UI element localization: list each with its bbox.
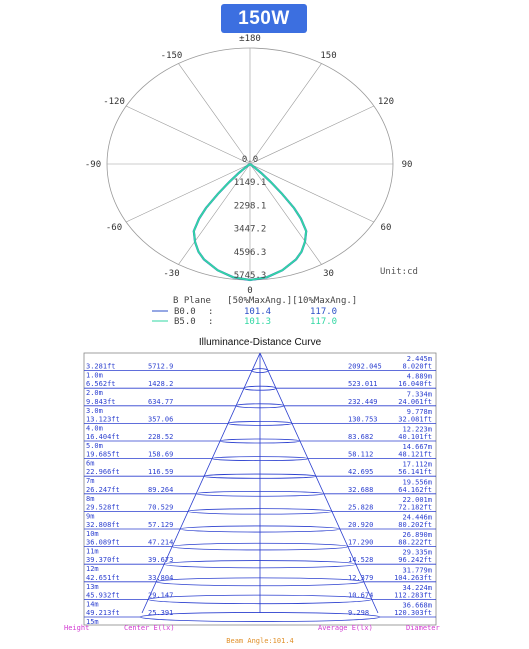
row-diameter-m: 22.001m: [402, 495, 432, 504]
row-average-lux: 25.828: [348, 503, 374, 512]
row-height-ft: 9.843ft: [86, 397, 116, 406]
row-center-lux: 89.264: [148, 485, 174, 494]
row-diameter-m: 14.667m: [402, 443, 432, 452]
row-average-lux: 32.688: [348, 485, 374, 494]
row-center-lux: 33.804: [148, 573, 174, 582]
wattage-text: 150W: [238, 7, 290, 29]
row-average-lux: 58.112: [348, 450, 374, 459]
row-height-m: 3.0m: [86, 406, 103, 415]
row-height-m: 14m: [86, 600, 99, 609]
polar-angle-label: -150: [160, 50, 183, 61]
row-diameter-ft: 64.162ft: [398, 485, 432, 494]
unit-label: Unit:cd: [380, 267, 418, 277]
row-diameter-ft: 72.182ft: [398, 503, 432, 512]
row-height-ft: 32.808ft: [86, 521, 120, 529]
row-diameter-m: 26.890m: [402, 531, 432, 540]
row-height-ft: 49.213ft: [86, 609, 120, 617]
row-average-lux: 42.695: [348, 468, 374, 477]
row-center-lux: 70.529: [148, 503, 174, 512]
row-center-lux: 29.147: [148, 591, 174, 600]
row-diameter-ft: 16.040ft: [398, 380, 432, 389]
polar-angle-label: 30: [323, 269, 334, 280]
polar-angle-label: 150: [320, 50, 337, 61]
row-height-ft: 26.247ft: [86, 485, 120, 494]
row-height-ft: 16.404ft: [86, 433, 120, 441]
row-diameter-ft: 104.263ft: [394, 573, 432, 582]
row-average-lux: 523.011: [348, 380, 378, 389]
row-height-m: 13m: [86, 582, 99, 591]
polar-radial-label: 2298.1: [233, 201, 267, 212]
legend-name: B0.0: [174, 307, 196, 317]
polar-angle-label: 0: [247, 286, 253, 296]
footer-center: Center E(lx): [124, 624, 175, 632]
row-diameter-m: 7.334m: [406, 390, 432, 399]
legend-sep: :: [208, 317, 214, 327]
polar-angle-label: -120: [103, 97, 125, 107]
legend-half-angle: 101.4: [244, 307, 272, 317]
row-center-lux: 1428.2: [148, 380, 174, 389]
legend-tenth-angle: 117.0: [310, 307, 338, 317]
row-height-ft: 13.123ft: [86, 415, 120, 424]
row-center-lux: 357.06: [148, 415, 174, 424]
row-diameter-m: 36.668m: [402, 601, 432, 610]
beam-angle-label: Beam Angle:101.4: [226, 637, 294, 645]
polar-angle-label: 90: [401, 160, 413, 170]
row-center-lux: 39.673: [148, 556, 174, 565]
legend-header: B Plane [50%MaxAng.][10%MaxAng.]: [173, 296, 358, 306]
row-diameter-m: 24.446m: [402, 513, 432, 522]
row-average-lux: 232.449: [348, 397, 378, 406]
row-center-lux: 228.52: [148, 433, 174, 441]
legend-name: B5.0: [174, 317, 196, 327]
footer-average: Average E(lx): [318, 624, 373, 632]
row-height-m: 9m: [86, 512, 95, 521]
polar-angle-label: 60: [380, 223, 392, 233]
row-height-m: 8m: [86, 494, 95, 503]
row-diameter-ft: 8.020ft: [402, 362, 432, 371]
row-height-m: 7m: [86, 477, 95, 486]
beam-cone: [140, 353, 380, 622]
row-height-ft: 45.932ft: [86, 591, 120, 600]
polar-radial-label: 1149.1: [233, 178, 267, 189]
row-height-m: 12m: [86, 565, 99, 574]
row-height-ft: 42.651ft: [86, 573, 120, 582]
polar-angle-label: -60: [105, 223, 123, 233]
row-diameter-m: 2.445m: [406, 355, 432, 364]
row-average-lux: 83.682: [348, 433, 374, 441]
row-diameter-m: 9.778m: [406, 407, 432, 416]
polar-angle-label: ±180: [239, 34, 261, 44]
row-height-m: 6m: [86, 459, 95, 468]
legend-half-angle: 101.3: [244, 317, 272, 327]
legend-sep: :: [208, 307, 214, 317]
polar-angle-label: 120: [377, 97, 395, 107]
row-diameter-ft: 80.202ft: [398, 521, 432, 529]
footer-diameter: Diameter: [406, 624, 440, 632]
row-center-lux: 158.69: [148, 450, 174, 459]
row-height-ft: 39.370ft: [86, 556, 120, 565]
row-center-lux: 57.129: [148, 521, 174, 529]
footer-height: Height: [64, 624, 90, 632]
row-center-lux: 634.77: [148, 397, 174, 406]
row-diameter-ft: 24.061ft: [398, 397, 432, 406]
row-height-m: 5.0m: [86, 442, 103, 450]
row-height-ft: 29.528ft: [86, 503, 120, 512]
cone-ellipse: [140, 612, 380, 621]
row-height-m: 1.0m: [86, 371, 103, 380]
row-average-lux: 12.379: [348, 573, 374, 582]
polar-angle-label: -30: [163, 269, 180, 280]
row-average-lux: 130.753: [348, 415, 378, 424]
row-diameter-m: 29.335m: [402, 548, 432, 557]
row-diameter-m: 34.224m: [402, 583, 432, 592]
row-diameter-ft: 48.121ft: [398, 450, 432, 459]
row-height-ft: 6.562ft: [86, 380, 116, 389]
row-height-m: 4.0m: [86, 424, 103, 433]
row-average-lux: 9.298: [348, 609, 370, 617]
row-average-lux: 20.920: [348, 521, 374, 529]
row-diameter-m: 12.223m: [402, 425, 432, 434]
row-center-lux: 116.59: [148, 468, 174, 477]
row-diameter-m: 17.112m: [402, 460, 432, 469]
polar-radial-label: 5745.3: [233, 271, 267, 281]
row-diameter-ft: 56.141ft: [398, 468, 432, 477]
legend-tenth-angle: 117.0: [310, 317, 338, 327]
table-footer: [64, 624, 440, 645]
row-height-ft: 3.281ft: [86, 362, 116, 371]
row-center-lux: 47.214: [148, 538, 174, 547]
row-average-lux: 17.290: [348, 538, 374, 547]
row-diameter-ft: 120.303ft: [394, 609, 432, 617]
row-diameter-ft: 40.101ft: [398, 433, 432, 441]
row-height-m: 11m: [86, 547, 99, 556]
polar-radial-label: 4596.3: [233, 247, 267, 258]
row-average-lux: 10.674: [348, 591, 374, 600]
row-average-lux: 2092.045: [348, 362, 382, 371]
illuminance-title: Illuminance-Distance Curve: [198, 337, 322, 348]
row-diameter-ft: 32.081ft: [398, 415, 432, 424]
polar-radial-label: 0.0: [241, 155, 259, 165]
row-diameter-ft: 96.242ft: [398, 556, 432, 565]
row-height-m: 2.0m: [86, 389, 103, 398]
row-diameter-m: 31.779m: [402, 566, 432, 575]
polar-radial-label: 3447.2: [233, 224, 267, 235]
row-diameter-ft: 88.222ft: [398, 538, 432, 547]
row-height-m: 15m: [86, 618, 99, 626]
row-center-lux: 25.391: [148, 609, 174, 617]
row-center-lux: 5712.9: [148, 362, 174, 371]
row-average-lux: 14.528: [348, 556, 374, 565]
row-diameter-m: 19.556m: [402, 478, 432, 487]
row-diameter-ft: 112.283ft: [394, 591, 432, 600]
row-height-m: 10m: [86, 530, 99, 538]
polar-angle-label: -90: [84, 160, 102, 170]
row-diameter-m: 4.889m: [406, 372, 432, 381]
row-height-ft: 22.966ft: [86, 468, 120, 477]
row-height-ft: 19.685ft: [86, 450, 120, 459]
row-height-ft: 36.089ft: [86, 538, 120, 547]
